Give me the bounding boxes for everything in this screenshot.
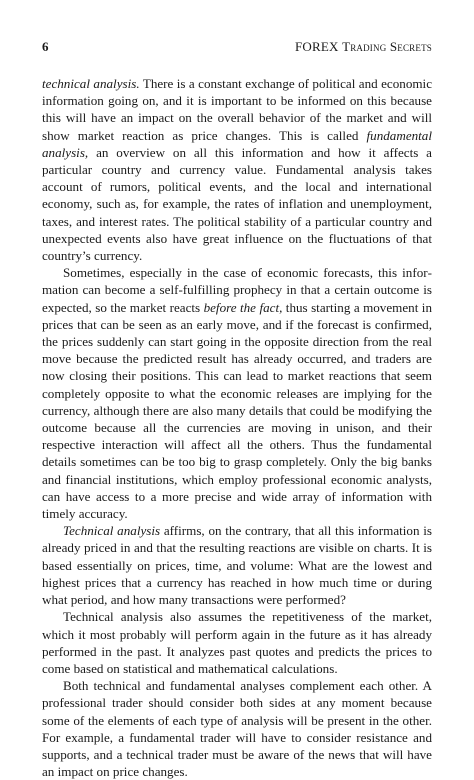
- paragraph-continued: [42, 75, 432, 264]
- running-head-subtitle: Trading Secrets: [342, 39, 432, 54]
- italic-term: Technical analysis: [63, 523, 161, 539]
- text-run: Sometimes, especially in the case of economic forecasts, this information can become a self-fulfilling prophecy in that a certain outcome is expected, so the market reacts: [42, 265, 432, 315]
- text-run: thus starting a movement in prices that can be seen as an early move, and if the forecast is confirmed, the prices suddenly can start going in the opposite direction from the real move because the predicted result has already occurred, and traders are now closing their positions. This can lead to market reactions that seem completely opposite to what the economic releases are implying for the currency, although there are also many details that could be modifying the outcome because all the currencies are moving in unison, and their respective interaction will affect all the others. Thus the fundamental details sometimes can be too big to grasp completely. Only the big banks and financial institutions, which employ professional economic analysts, can have access to a more precise and wide array of information with timely accuracy.: [42, 299, 432, 522]
- body-text: [42, 75, 432, 780]
- italic-term: before the fact,: [203, 299, 283, 315]
- running-head: [295, 38, 432, 56]
- paragraph: [42, 608, 432, 677]
- paragraph: [42, 264, 432, 522]
- paragraph: [42, 522, 432, 608]
- text-run: an overview on all this information and how it affects a particular country and currency value. Fundamental analysis takes account of rumors, political events, and the local and international economy, such as, for example, the rates of inflation and unemployment, taxes, and interest rates. The political stability of a particular country and unexpected events also have great influence on the fluctuations of that country’s currency.: [42, 144, 432, 264]
- italic-term: fundamental analysis,: [42, 127, 432, 160]
- text-run: Technical analysis also assumes the repetitiveness of the market, which it most probably will perform again in the future as it has already performed in the past. It analyzes past quotes and predicts the prices to come based on statistical and mathematical calculations.: [42, 609, 432, 676]
- italic-term: technical analysis.: [42, 76, 140, 91]
- text-run: There is a constant exchange of political and economic information going on, and it is important to be informed on this because this will have an impact on the overall behavior of the market and will show market reaction as price changes. This is called: [42, 76, 433, 143]
- page-number: 6: [42, 39, 49, 54]
- running-head-title: FOREX: [294, 39, 339, 54]
- page-header: [42, 38, 432, 56]
- text-run: affirms, on the contrary, that all this information is already priced in and that the resulting reactions are visible on charts. It is based essentially on prices, time, and volume: What are the lowest and highest prices that a currency has reached in how much time or during what period, and how many transactions were performed?: [42, 523, 433, 608]
- text-run: Both technical and fundamental analyses complement each other. A professional trader should consider both sides at any moment because some of the elements of each type of analysis will be present in the other. For example, a fundamental trader will have to consider resistance and supports, and a technical trader must be aware of the news that will have an impact on price changes.: [42, 678, 432, 780]
- paragraph: [42, 677, 432, 780]
